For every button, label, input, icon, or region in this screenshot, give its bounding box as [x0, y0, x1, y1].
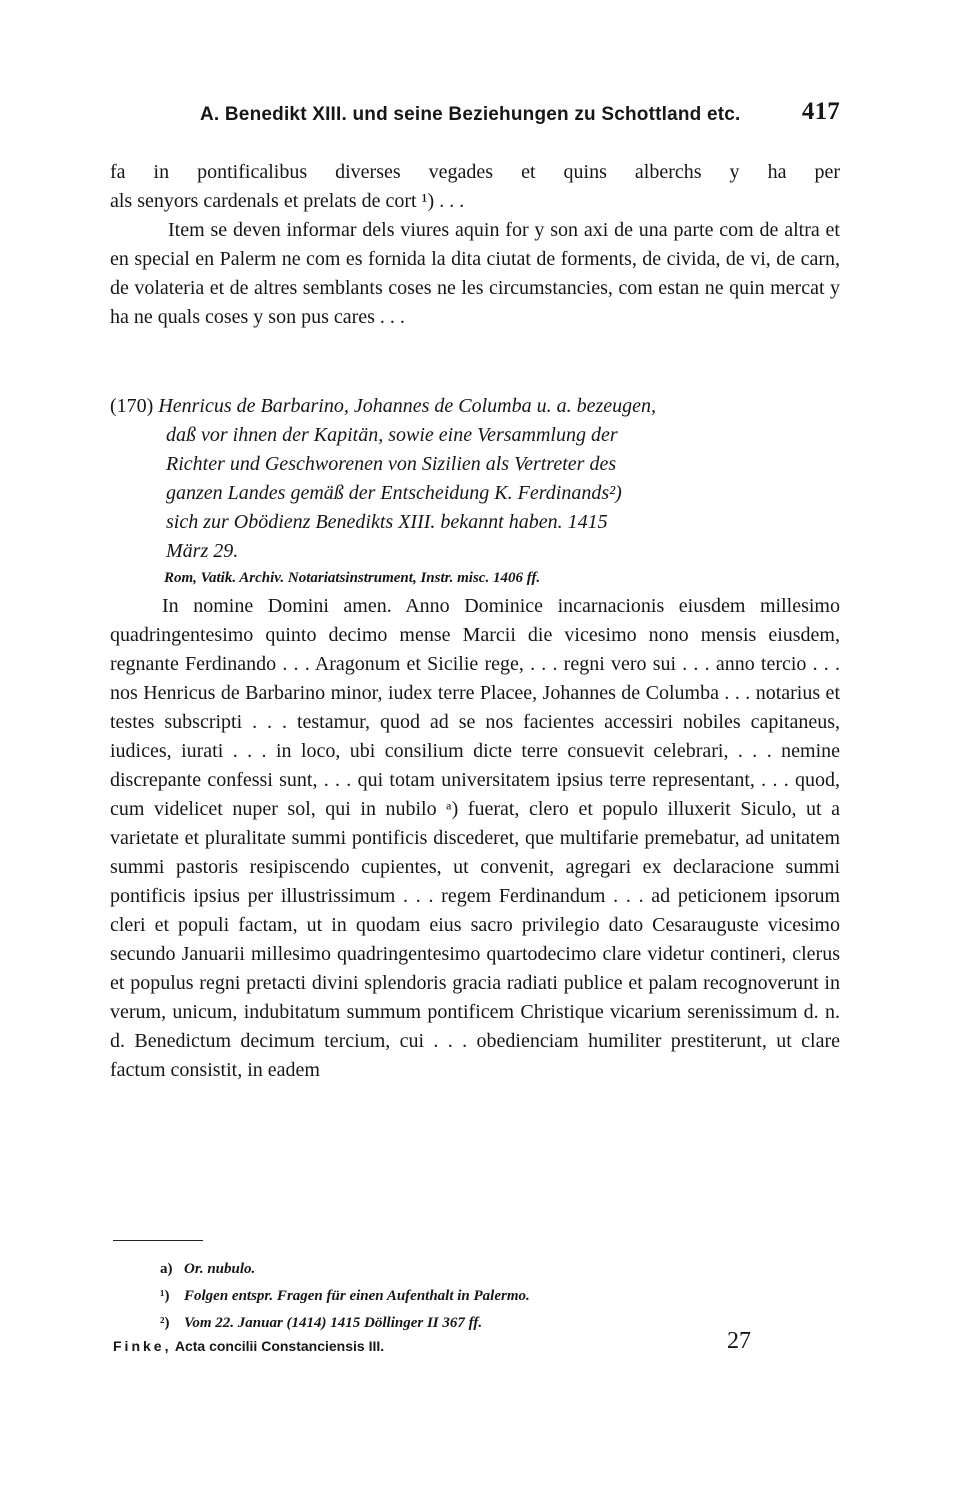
footnote-separator	[113, 1240, 203, 1241]
document-number: (170)	[110, 395, 154, 417]
intro-line-1: fa in pontificalibus diverses vegades et quins alberchs y ha per	[110, 161, 840, 183]
item-paragraph: Item se deven informar dels viures aquin for y son axi de una parte com de altra et en special en Palerm ne com es fornida la dita ciutat de forments, de civida, de vi, de carn, de volateria et de altres semblants coses ne les circumstancies, com estan ne quin mercat y ha ne quals coses y son pus cares . . .	[110, 219, 840, 328]
intro-line-2: als senyors cardenals et prelats de cort ¹) . . .	[110, 190, 465, 212]
sheet-signature	[113, 1338, 384, 1354]
sheet-number: 27	[727, 1328, 751, 1354]
heading-line-4: ganzen Landes gemäß der Entscheidung K. Ferdinands²)	[166, 482, 622, 504]
running-title: A. Benedikt XIII. und seine Beziehungen zu Schottland etc.	[200, 104, 741, 125]
archive-reference: Rom, Vatik. Archiv. Notariatsinstrument, Instr. misc. 1406 ff.	[164, 570, 541, 586]
footnote-1: ¹) Folgen entspr. Fragen für einen Aufenthalt in Palermo.	[160, 1288, 530, 1304]
running-header	[200, 98, 840, 126]
signature-work: Acta concilii Constanciensis III.	[174, 1338, 385, 1354]
heading-line-3: Richter und Geschworenen von Sizilien als Vertreter des	[166, 453, 617, 475]
footnotes	[160, 1256, 530, 1337]
document-heading	[110, 392, 840, 566]
footnote-2: ²) Vom 22. Januar (1414) 1415 Döllinger II 367 ff.	[160, 1315, 483, 1331]
heading-line-1: Henricus de Barbarino, Johannes de Columba u. a. bezeugen,	[158, 395, 657, 417]
heading-line-6: März 29.	[166, 540, 239, 562]
heading-line-2: daß vor ihnen der Kapitän, sowie eine Versammlung der	[166, 424, 618, 446]
latin-text-block	[110, 592, 840, 1085]
footnote-a: a) Or. nubulo.	[160, 1261, 256, 1277]
page-number: 417	[801, 98, 840, 125]
latin-text: In nomine Domini amen. Anno Dominice incarnacionis eiusdem millesimo quadringentesimo quinto decimo mense Marcii die vicesimo nono mensis eiusdem, regnante Ferdinando . . . Aragonum et Sicilie rege, . . . regni vero sui . . . anno tercio . . . nos Henricus de Barbarino minor, iudex terre Placee, Johannes de Columba . . . notarius et testes subscripti . . . testamur, quod ad se nos facientes accessiri nobiles capitaneus, iudices, iurati . . . in loco, ubi consilium dicte terre consuevit celebrari, . . . nemine discrepante confessi sunt, . . . qui totam universitatem ipsius terre representant, . . . quod, cum videlicet nuper sol, qui in nubilo ᵃ) fuerat, clero et populo illuxerit Siculo, ut a varietate et pluralitate summi pontificis discederet, que multifarie premebatur, ad unitatem summi pastoris resipiscendo cupientes, ut convenit, agregari ex declaracione summi pontificis ipsius per illustrissimum . . . regem Ferdinandum . . . ad peticionem ipsorum cleri et populi factam, ut in quodam eius sacro privilegio dato Cesarauguste vicesimo secundo Januarii millesimo quadringentesimo quartodecimo clare videtur contineri, clerus et populus regni pretacti divini splendoris gracia radiati publice et palam recognoverunt in verum, unicum, indubitatum summum pontificem Christique vicarium serenissimum d. n. d. Benedictum decimum tercium, cui . . . obedienciam humiliter prestiterunt, ut clare factum consistit, in eadem	[110, 595, 840, 1081]
intro-paragraph	[110, 158, 840, 332]
heading-line-5: sich zur Obödienz Benedikts XIII. bekannt haben. 1415	[166, 511, 608, 533]
signature-author: Finke,	[113, 1338, 172, 1354]
